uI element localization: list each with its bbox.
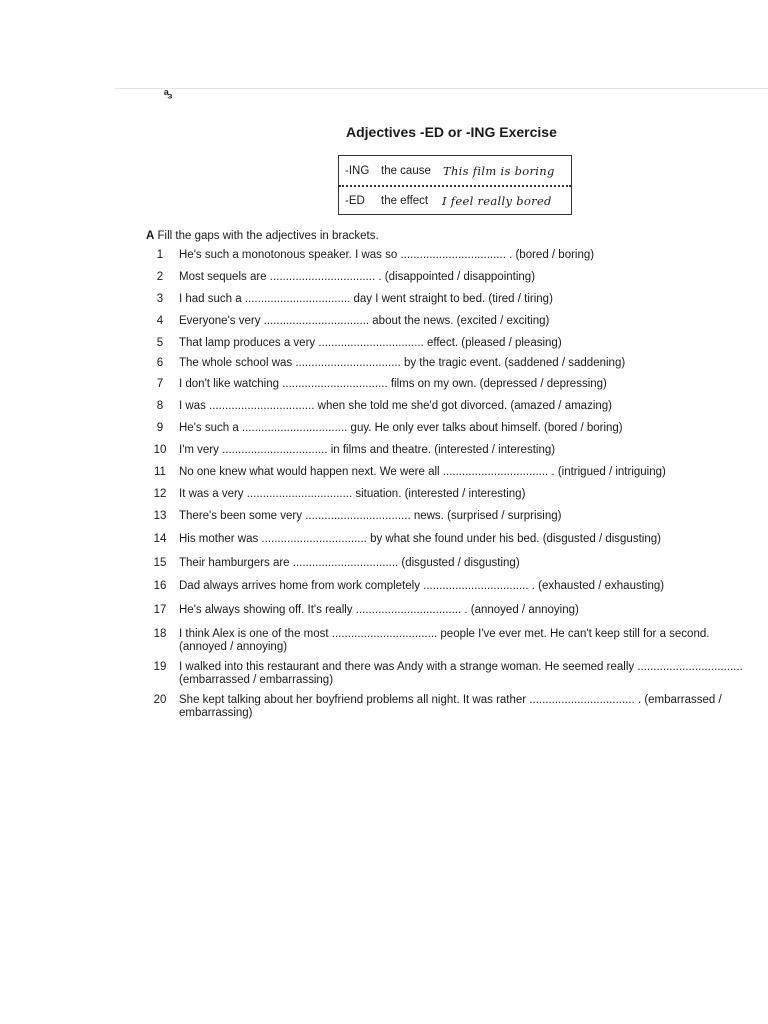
item-number: 7 [156, 378, 164, 390]
handwritten-mark: ᵃ₃ [164, 86, 171, 101]
item-number: 16 [153, 580, 167, 592]
item-sentence: Their hamburgers are ................................. (disgusted / disgusting) [179, 557, 520, 569]
item-number: 17 [153, 604, 167, 616]
item-number: 8 [156, 400, 164, 412]
item-number: 4 [156, 315, 164, 327]
item-sentence: I had such a ................................. day I went straight to bed. (tired / tiring) [179, 293, 553, 305]
item-sentence: Everyone's very ................................. about the news. (excited / exciting) [179, 315, 550, 327]
item-sentence-continuation: (embarrassed / embarrassing) [179, 674, 334, 686]
item-sentence: The whole school was ................................. by the tragic event. (saddened / saddening) [179, 357, 626, 369]
definition-suffix: -ING [345, 164, 370, 177]
section-letter: A [146, 230, 155, 242]
item-sentence: That lamp produces a very ................................. effect. (pleased / pleasing) [179, 337, 562, 349]
item-number: 20 [153, 694, 167, 706]
item-sentence: I don't like watching ................................. films on my own. (depressed / depressing) [179, 378, 607, 390]
item-number: 10 [153, 444, 167, 456]
item-sentence: She kept talking about her boyfriend problems all night. It was rather ................................. . (embarrassed / [179, 694, 722, 706]
page-title: Adjectives -ED or -ING Exercise [346, 124, 557, 140]
item-number: 6 [156, 357, 164, 369]
instruction-text: Fill the gaps with the adjectives in brackets. [157, 230, 379, 242]
item-number: 9 [156, 422, 164, 434]
definition-role: the effect [381, 194, 429, 207]
item-sentence: There's been some very ................................. news. (surprised / surprising) [179, 510, 562, 522]
item-number: 2 [156, 271, 164, 283]
item-number: 3 [156, 293, 164, 305]
item-sentence: He's always showing off. It's really ................................. . (annoyed / annoying) [179, 604, 579, 616]
item-number: 5 [156, 337, 164, 349]
item-number: 12 [153, 488, 167, 500]
item-sentence: I think Alex is one of the most ................................. people I've ever met. He can't keep still for a second. [179, 628, 710, 640]
item-number: 14 [153, 533, 167, 545]
item-number: 18 [153, 628, 167, 640]
item-sentence: He's such a monotonous speaker. I was so ................................. . (bored / boring) [179, 249, 595, 261]
item-number: 11 [154, 466, 166, 478]
item-sentence: Most sequels are ................................. . (disappointed / disappointing) [179, 271, 536, 283]
item-number: 19 [153, 661, 167, 673]
definition-role: the cause [381, 164, 431, 177]
item-sentence: I walked into this restaurant and there was Andy with a strange woman. He seemed really ................................. [179, 661, 743, 673]
item-number: 13 [153, 510, 167, 522]
item-sentence: I'm very ................................. in films and theatre. (interested / interesting) [179, 444, 556, 456]
item-number: 15 [153, 557, 167, 569]
definition-example: This film is boring [443, 163, 555, 178]
item-sentence-continuation: embarrassing) [179, 707, 253, 719]
item-sentence: No one knew what would happen next. We were all ................................. . (intrigued / intriguing) [179, 466, 666, 478]
item-sentence: He's such a ................................. guy. He only ever talks about himself. (bored / boring) [179, 422, 623, 434]
item-sentence: Dad always arrives home from work completely ................................. . (exhausted / exhausting) [179, 580, 665, 592]
item-sentence-continuation: (annoyed / annoying) [179, 641, 288, 653]
item-sentence: It was a very ................................. situation. (interested / interesting) [179, 488, 526, 500]
item-sentence: I was ................................. when she told me she'd got divorced. (amazed / amazing) [179, 400, 612, 412]
item-sentence: His mother was ................................. by what she found under his bed. (disgusted / disgusting) [179, 533, 661, 545]
definition-example: I feel really bored [442, 193, 552, 208]
item-number: 1 [156, 249, 164, 261]
definition-suffix: -ED [345, 194, 365, 207]
